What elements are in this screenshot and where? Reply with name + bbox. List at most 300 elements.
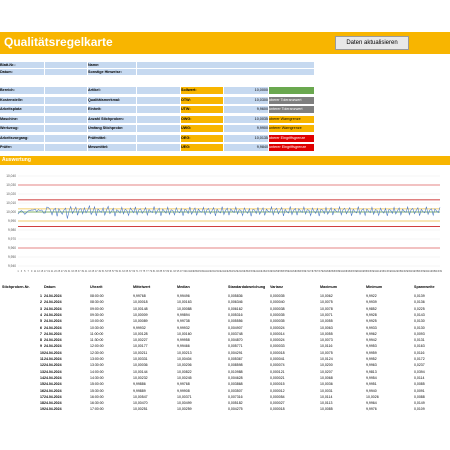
table-row: [0, 401, 450, 407]
table-row: [0, 332, 450, 338]
hinweise-field[interactable]: [137, 69, 314, 75]
x-tick-label: 27: [60, 270, 64, 273]
x-tick-label: 95: [176, 270, 180, 273]
y-tick-label: 9,970: [8, 237, 16, 241]
param-value-otw[interactable]: 10,0300: [224, 97, 268, 104]
table-cell: 9,99958: [177, 338, 190, 343]
table-cell: 14:30:00: [90, 375, 104, 380]
table-cell: 10,0116: [320, 344, 333, 349]
table-cell: 0,000121: [270, 369, 285, 374]
x-tick-label: 57: [111, 270, 115, 273]
column-header: Median: [177, 285, 190, 289]
x-tick-label: 213: [376, 270, 381, 273]
param-field-einheit[interactable]: [137, 106, 180, 113]
table-cell: 0,008598: [228, 363, 243, 368]
param-field-pruefmittel[interactable]: [137, 135, 180, 142]
y-tick-label: 10,030: [6, 183, 16, 187]
x-tick-label: 171: [305, 270, 310, 273]
param-value-sollwert[interactable]: 10,0000: [224, 87, 268, 94]
x-tick-label: 235: [414, 270, 419, 273]
x-tick-label: 15: [40, 270, 44, 273]
x-tick-label: 159: [284, 270, 289, 273]
table-cell: 16:00:00: [90, 394, 104, 399]
table-cell: 24.04.2024: [44, 338, 62, 343]
x-tick-label: 233: [410, 270, 415, 273]
x-tick-label: 183: [325, 270, 330, 273]
table-row: [0, 307, 450, 313]
table-cell: 10,0055: [320, 319, 333, 324]
table-cell: 13:00:00: [90, 357, 104, 361]
update-data-button[interactable]: Daten aktualisieren: [335, 36, 409, 50]
x-tick-label: 127: [230, 270, 235, 273]
x-tick-label: 19: [47, 270, 50, 273]
x-tick-label: 189: [335, 270, 340, 273]
table-cell: 0,0394: [414, 369, 425, 374]
x-tick-label: 81: [152, 270, 156, 273]
table-cell: 9,9928: [366, 312, 377, 317]
x-tick-label: 221: [390, 270, 395, 273]
y-tick-label: 10,020: [6, 192, 16, 196]
table-cell: 9,9852: [366, 306, 377, 311]
table-cell: 10,00499: [177, 401, 192, 406]
y-tick-label: 9,950: [8, 255, 16, 259]
x-tick-label: 23: [54, 270, 57, 273]
table-cell: 0,000018: [270, 350, 285, 355]
x-tick-label: 145: [261, 270, 266, 273]
x-tick-label: 1: [17, 270, 19, 273]
table-cell: 15:30:00: [90, 388, 104, 393]
table-cell: 10,0068: [320, 375, 333, 380]
x-tick-label: 11: [33, 270, 37, 273]
table-cell: 6: [40, 325, 42, 330]
param-value-owg[interactable]: 10,0035: [224, 116, 268, 123]
x-tick-label: 165: [295, 270, 300, 273]
x-tick-label: 185: [329, 270, 334, 273]
table-row: [0, 300, 450, 306]
table-cell: 0,000035: [270, 312, 285, 317]
table-cell: 9,9976: [366, 407, 377, 412]
x-tick-label: 117: [213, 270, 218, 273]
x-tick-label: 5: [24, 270, 26, 273]
column-header: Varianz: [270, 285, 283, 289]
table-row: [0, 376, 450, 382]
blatt-field[interactable]: [45, 62, 87, 68]
table-cell: 9: [40, 344, 42, 349]
param-label-werkzeug: Werkzeug:: [0, 125, 44, 132]
x-tick-label: 203: [359, 270, 364, 273]
param-value-ueg[interactable]: 9,9840: [224, 144, 268, 151]
x-tick-label: 137: [247, 270, 252, 273]
x-tick-label: 121: [220, 270, 225, 273]
table-cell: 24.04.2024: [44, 331, 62, 336]
x-tick-label: 47: [94, 270, 98, 273]
table-cell: 0,000035: [270, 294, 285, 298]
x-tick-label: 147: [264, 270, 269, 273]
x-tick-label: 35: [74, 270, 78, 273]
table-cell: 9,99894: [177, 312, 190, 317]
table-cell: 10,0031: [320, 388, 333, 393]
table-cell: 9,9964: [366, 401, 377, 406]
table-cell: 24.04.2024: [44, 350, 62, 355]
table-cell: 0,0143: [414, 312, 425, 317]
table-cell: 15:00:00: [90, 382, 104, 387]
x-tick-label: 111: [203, 270, 207, 273]
x-tick-label: 77: [145, 270, 149, 273]
table-cell: 0,000024: [270, 338, 285, 343]
table-cell: 08:30:00: [90, 300, 104, 305]
param-label-arbeitsvorgang: Arbeitsvorgang:: [0, 135, 44, 142]
table-cell: 16:30:00: [90, 401, 104, 406]
table-cell: 10: [40, 350, 44, 355]
param-label-otw: OTW:: [181, 97, 223, 104]
table-cell: 10,0124: [320, 357, 333, 361]
table-cell: 10,0075: [320, 350, 333, 355]
table-cell: 9,9922: [366, 294, 377, 298]
table-cell: 10,00251: [133, 407, 148, 412]
x-tick-label: 83: [156, 270, 159, 273]
param-note-otw: oberer Toleranzwert: [269, 97, 314, 104]
name-label: Name:: [88, 62, 136, 68]
table-cell: 24.04.2024: [44, 363, 62, 368]
table-cell: 24.04.2024: [44, 369, 62, 374]
table-cell: 10,00177: [133, 344, 148, 349]
x-tick-label: 63: [122, 270, 125, 273]
table-cell: 10,00470: [133, 401, 148, 406]
param-label-maschine: Maschine:: [0, 116, 44, 123]
param-label-oeg: OEG:: [181, 135, 223, 142]
table-cell: 10,0078: [320, 306, 333, 311]
x-tick-label: 195: [346, 270, 351, 273]
table-cell: 0,0136: [414, 300, 425, 305]
y-tick-label: 9,960: [8, 246, 16, 250]
table-cell: 5: [40, 319, 42, 324]
table-row: [0, 389, 450, 395]
param-note-oeg: oberer Eingriffsgrenze: [269, 135, 314, 142]
table-cell: 10,0026: [366, 394, 379, 399]
param-field-werkzeug[interactable]: [45, 125, 87, 132]
table-cell: 19: [40, 407, 44, 412]
x-tick-label: 225: [397, 270, 402, 273]
table-cell: 0,000024: [270, 325, 285, 330]
param-label-bereich: Bereich:: [0, 87, 44, 94]
param-field-arbeitsvorgang[interactable]: [45, 135, 87, 142]
table-cell: 3: [40, 306, 42, 311]
table-cell: 15: [40, 382, 44, 387]
table-cell: 12: [40, 363, 44, 368]
x-tick-label: 31: [67, 270, 71, 273]
x-tick-label: 29: [64, 270, 67, 273]
x-tick-label: 39: [81, 270, 84, 273]
param-field-artikel[interactable]: [137, 87, 180, 94]
table-cell: 0,0091: [414, 388, 425, 393]
table-row: [0, 370, 450, 376]
table-cell: 0,003748: [228, 331, 243, 336]
table-cell: 0,0237: [414, 363, 425, 368]
table-cell: 0,004870: [228, 338, 243, 343]
table-cell: 0,0093: [414, 331, 425, 336]
table-cell: 10,0036: [320, 382, 333, 387]
table-cell: 0,010988: [228, 369, 243, 374]
control-chart-svg: [0, 168, 450, 278]
param-note-uwg: unterer Warngrenze: [269, 125, 314, 132]
x-tick-label: 215: [380, 270, 385, 273]
table-cell: 13: [40, 369, 44, 374]
table-cell: 0,003507: [228, 388, 243, 393]
table-cell: 10:30:00: [90, 325, 104, 330]
x-tick-label: 91: [169, 270, 173, 273]
x-tick-label: 67: [128, 270, 132, 273]
param-label-owg: OWG:: [181, 116, 223, 123]
x-tick-label: 245: [431, 270, 436, 273]
table-cell: 0,0131: [414, 338, 425, 343]
x-tick-label: 125: [227, 270, 231, 273]
param-label-pruefmittel: Prüfmittel:: [88, 135, 136, 142]
param-field-bereich[interactable]: [45, 87, 87, 94]
table-cell: 9,9962: [366, 331, 377, 336]
x-tick-label: 131: [237, 270, 242, 273]
param-field-qualitaetsmerkmal[interactable]: [137, 97, 180, 104]
x-tick-label: 113: [206, 270, 211, 273]
table-cell: 0,007316: [228, 394, 243, 399]
x-tick-label: 9: [30, 270, 33, 273]
table-cell: 0,000027: [270, 401, 285, 406]
x-tick-label: 181: [322, 270, 327, 273]
x-tick-label: 219: [386, 270, 391, 273]
table-cell: 11: [40, 357, 44, 361]
table-cell: 10,00018: [133, 300, 148, 305]
x-tick-label: 43: [88, 270, 91, 273]
table-cell: 0,0114: [414, 375, 425, 380]
table-cell: 0,004275: [228, 407, 243, 412]
param-field-anzahl[interactable]: [137, 116, 180, 123]
table-cell: 24.04.2024: [44, 294, 62, 298]
table-cell: 0,004628: [228, 375, 243, 380]
table-cell: 09:30:00: [90, 312, 104, 317]
table-cell: 10,0073: [320, 338, 333, 343]
name-field[interactable]: [137, 62, 314, 68]
table-cell: 12:30:00: [90, 350, 104, 355]
x-tick-label: 205: [363, 270, 368, 273]
table-cell: 2: [40, 300, 42, 305]
x-tick-label: 103: [189, 270, 194, 273]
x-tick-label: 229: [403, 270, 408, 273]
x-tick-label: 73: [139, 270, 142, 273]
table-cell: 0,000074: [270, 363, 285, 368]
param-label-artikel: Artikel:: [88, 87, 136, 94]
table-cell: 08:00:00: [90, 294, 104, 298]
table-cell: 10:00:00: [90, 319, 104, 324]
table-row: [0, 357, 450, 363]
x-tick-label: 179: [318, 270, 323, 273]
table-cell: 9,99496: [177, 294, 190, 298]
table-cell: 0,004907: [228, 325, 243, 330]
table-cell: 8: [40, 338, 42, 343]
table-cell: 14: [40, 375, 44, 380]
x-tick-label: 25: [57, 270, 61, 273]
x-tick-label: 79: [149, 270, 153, 273]
table-cell: 9,99889: [133, 388, 146, 393]
x-tick-label: 61: [118, 270, 122, 273]
x-tick-label: 149: [267, 270, 272, 273]
param-note-utw: unterer Toleranzwert: [269, 106, 314, 113]
table-cell: 0,005556: [228, 319, 243, 324]
x-tick-label: 53: [105, 270, 108, 273]
param-field-umfang[interactable]: [137, 125, 180, 132]
x-tick-label: 175: [312, 270, 317, 273]
x-tick-label: 87: [163, 270, 166, 273]
x-tick-label: 247: [434, 270, 439, 273]
x-tick-label: 71: [135, 270, 139, 273]
table-cell: 24.04.2024: [44, 382, 62, 387]
table-row: [0, 313, 450, 319]
param-value-oeg[interactable]: 10,0135: [224, 135, 268, 142]
x-tick-label: 105: [192, 270, 197, 273]
x-tick-label: 33: [71, 270, 74, 273]
x-tick-label: 55: [108, 270, 112, 273]
table-cell: 9,99768: [133, 294, 146, 298]
param-value-utw[interactable]: 9,9600: [224, 106, 268, 113]
table-cell: 0,0088: [414, 394, 425, 399]
x-tick-label: 237: [417, 270, 422, 273]
table-cell: 9,9939: [366, 300, 377, 305]
x-tick-label: 141: [254, 270, 259, 273]
param-field-pruefer[interactable]: [45, 144, 87, 151]
table-cell: 24.04.2024: [44, 312, 62, 317]
param-label-einheit: Einheit:: [88, 106, 136, 113]
table-cell: 0,005367: [228, 357, 243, 361]
table-cell: 24.04.2024: [44, 325, 62, 330]
y-tick-label: 9,980: [8, 228, 16, 232]
table-cell: 0,006162: [228, 306, 243, 311]
table-cell: 9,99908: [177, 388, 190, 393]
table-cell: 10,00547: [133, 394, 148, 399]
table-cell: 0,005182: [228, 401, 243, 406]
table-cell: 0,006346: [228, 300, 243, 305]
table-cell: 9,9953: [366, 344, 377, 349]
x-tick-label: 51: [101, 270, 105, 273]
table-cell: 0,0085: [414, 382, 425, 387]
param-field-arbeitsplatz[interactable]: [45, 106, 87, 113]
x-tick-label: 45: [91, 270, 95, 273]
table-cell: 10,00245: [177, 375, 192, 380]
table-cell: 10,0063: [320, 325, 333, 330]
table-cell: 9,9940: [366, 388, 377, 393]
table-cell: 9,99932: [133, 325, 146, 330]
param-note-ueg: unterer Eingriffsgrenze: [269, 144, 314, 151]
column-header: Spannweite: [414, 285, 435, 289]
table-cell: 10,0114: [320, 394, 333, 399]
table-cell: 0,0139: [414, 294, 425, 298]
param-label-arbeitsplatz: Arbeitsplatz:: [0, 106, 44, 113]
table-cell: 14:00:00: [90, 369, 104, 374]
table-row: [0, 407, 450, 413]
param-field-messmittel[interactable]: [137, 144, 180, 151]
table-cell: 10,00822: [177, 369, 192, 374]
table-cell: 24.04.2024: [44, 357, 62, 361]
x-tick-label: 123: [223, 270, 228, 273]
table-cell: 17:00:00: [90, 407, 104, 412]
param-field-kostenstelle[interactable]: [45, 97, 87, 104]
table-cell: 13:30:00: [90, 363, 104, 368]
param-field-maschine[interactable]: [45, 116, 87, 123]
table-row: [0, 294, 450, 300]
y-tick-label: 9,990: [8, 219, 16, 223]
column-header: Minimum: [366, 285, 383, 289]
x-tick-label: 241: [424, 270, 429, 273]
table-cell: 24.04.2024: [44, 388, 62, 393]
x-tick-label: 21: [50, 270, 54, 273]
x-tick-label: 169: [301, 270, 306, 273]
table-cell: 9,99768: [177, 382, 190, 387]
table-cell: 10,0055: [320, 331, 333, 336]
column-header: Standardabweichung: [228, 285, 266, 289]
table-cell: 7: [40, 331, 42, 336]
x-tick-label: 231: [407, 270, 412, 273]
table-cell: 9,9925: [366, 319, 377, 324]
x-tick-label: 119: [216, 270, 221, 273]
table-cell: 24.04.2024: [44, 407, 62, 412]
table-cell: 1: [40, 294, 42, 298]
table-cell: 0,005836: [228, 294, 243, 298]
datum-label: Datum:: [0, 69, 44, 75]
x-tick-label: 49: [98, 270, 102, 273]
table-cell: 9,99932: [177, 325, 190, 330]
table-cell: 9,9951: [366, 382, 377, 387]
x-tick-label: 177: [315, 270, 320, 273]
x-tick-label: 133: [240, 270, 245, 273]
x-tick-label: 101: [186, 270, 191, 273]
x-tick-label: 135: [244, 270, 249, 273]
table-cell: 0,0130: [414, 319, 425, 324]
table-cell: 10,00144: [133, 369, 148, 374]
x-tick-label: 99: [183, 270, 187, 273]
y-tick-label: 10,010: [6, 201, 16, 205]
table-cell: 0,000012: [270, 388, 285, 393]
x-tick-label: 227: [400, 270, 405, 273]
param-label-ueg: UEG:: [181, 144, 223, 151]
x-tick-label: 201: [356, 270, 361, 273]
table-cell: 0,000014: [270, 331, 285, 336]
table-cell: 0,0116: [414, 350, 425, 355]
x-tick-label: 7: [27, 270, 29, 273]
x-tick-label: 139: [250, 270, 255, 273]
x-tick-label: 109: [199, 270, 204, 273]
param-value-uwg[interactable]: 9,9900: [224, 125, 268, 132]
table-cell: 0,0149: [414, 401, 425, 406]
param-label-anzahl: Anzahl Stichproben:: [88, 116, 136, 123]
table-cell: 9,9942: [366, 338, 377, 343]
datum-field[interactable]: [45, 69, 87, 75]
x-tick-label: 107: [196, 270, 201, 273]
table-cell: 0,000033: [270, 344, 285, 349]
table-cell: 24.04.2024: [44, 344, 62, 349]
table-cell: 10,00128: [133, 331, 148, 336]
x-tick-label: 37: [77, 270, 81, 273]
table-cell: 9,9954: [366, 375, 377, 380]
param-label-kostenstelle: Kostenstelle:: [0, 97, 44, 104]
table-cell: 10,00206: [177, 363, 192, 368]
table-cell: 10,00371: [177, 394, 192, 399]
table-cell: 11:00:00: [90, 331, 104, 336]
param-label-umfang: Umfang Stichprobe:: [88, 125, 136, 132]
table-row: [0, 344, 450, 350]
param-label-messmittel: Messmittel:: [88, 144, 136, 151]
x-tick-label: 93: [173, 270, 176, 273]
table-cell: 10,00259: [177, 407, 192, 412]
table-cell: 10,00009: [133, 312, 148, 317]
table-row: [0, 326, 450, 332]
x-tick-label: 115: [210, 270, 214, 273]
